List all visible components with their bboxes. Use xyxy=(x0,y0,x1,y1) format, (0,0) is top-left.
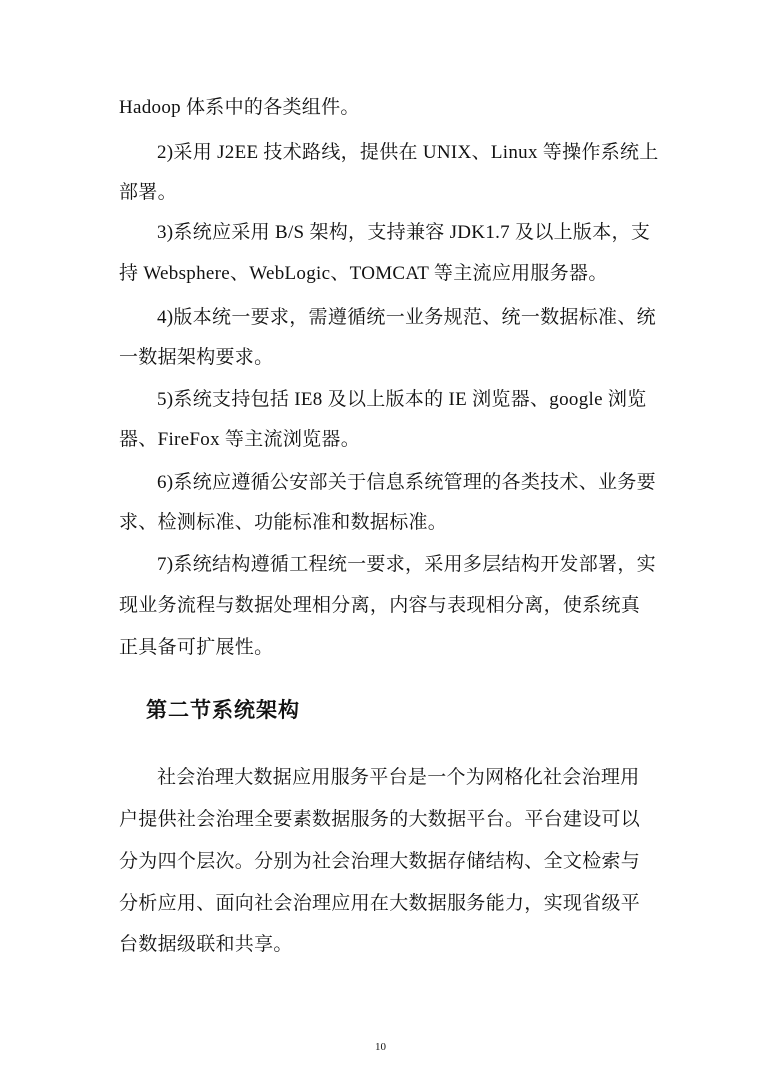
list-item-6: 6)系统应遵循公安部关于信息系统管理的各类技术、业务要 xyxy=(157,472,656,493)
body-line: 求、检测标准、功能标准和数据标准。 xyxy=(119,512,448,533)
list-item-4: 4)版本统一要求，需遵循统一业务规范、统一数据标准、统 xyxy=(157,307,656,328)
section-paragraph-line: 社会治理大数据应用服务平台是一个为网格化社会治理用 xyxy=(157,767,640,788)
body-line: 现业务流程与数据处理相分离，内容与表现相分离，使系统真 xyxy=(119,595,641,616)
list-item-5: 5)系统支持包括 IE8 及以上版本的 IE 浏览器、google 浏览 xyxy=(157,389,647,410)
body-line: 部署。 xyxy=(119,182,177,203)
list-item-2: 2)采用 J2EE 技术路线，提供在 UNIX、Linux 等操作系统上 xyxy=(157,142,659,163)
section-paragraph-line: 分析应用、面向社会治理应用在大数据服务能力，实现省级平 xyxy=(119,893,641,914)
section-paragraph-line: 分为四个层次。分别为社会治理大数据存储结构、全文检索与 xyxy=(119,851,641,872)
body-line: 正具备可扩展性。 xyxy=(119,637,274,658)
section-heading: 第二节系统架构 xyxy=(146,698,300,722)
section-paragraph-line: 户提供社会治理全要素数据服务的大数据平台。平台建设可以 xyxy=(119,809,641,830)
list-item-3: 3)系统应采用 B/S 架构，支持兼容 JDK1.7 及以上版本，支 xyxy=(157,222,651,243)
body-line: Hadoop 体系中的各类组件。 xyxy=(119,97,360,118)
body-line: 器、FireFox 等主流浏览器。 xyxy=(119,429,361,450)
body-line: 持 Websphere、WebLogic、TOMCAT 等主流应用服务器。 xyxy=(119,263,608,284)
page-number: 10 xyxy=(375,1041,386,1053)
section-paragraph-line: 台数据级联和共享。 xyxy=(119,934,293,955)
body-line: 一数据架构要求。 xyxy=(119,347,274,368)
list-item-7: 7)系统结构遵循工程统一要求，采用多层结构开发部署，实 xyxy=(157,554,656,575)
